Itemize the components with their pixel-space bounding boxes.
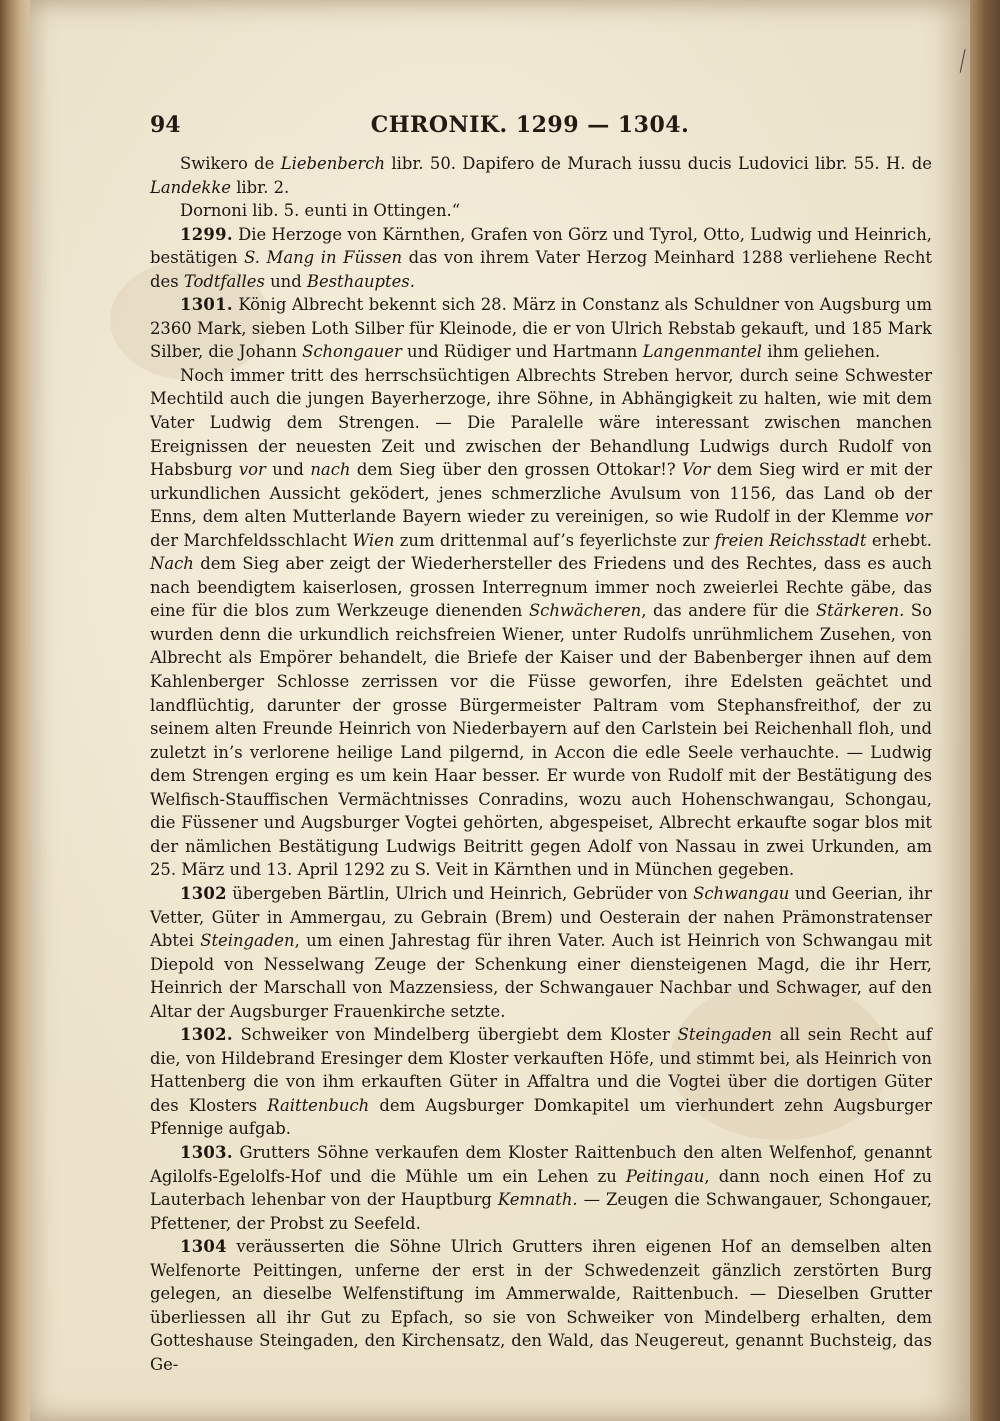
text-run: dem Sieg aber zeigt der Wiederhersteller des Friedens und des Rechtes, dass es auch nach beendigtem kaiserlosen, grossen Interregnum immer noch zweierlei Rechte gäbe, das eine für die blos zum Werkzeuge dienenden: [150, 554, 932, 621]
text-run: , das andere für die: [641, 601, 816, 621]
entry-year: 1299.: [180, 224, 233, 244]
emphasis-text: Steingaden: [677, 1025, 772, 1045]
paragraph: [150, 882, 932, 1023]
paragraph: [150, 152, 932, 199]
text-run: und: [264, 271, 307, 291]
emphasis-text: nach: [310, 460, 351, 480]
text-run: zum drittenmal auf’s feyerlichste zur: [394, 530, 715, 550]
text-run: Schweiker von Mindelberg übergiebt dem Kloster: [232, 1025, 678, 1045]
text-run: ihm geliehen.: [762, 342, 881, 362]
text-run: und Rüdiger und Hartmann: [401, 342, 643, 362]
emphasis-text: Stärkeren.: [815, 601, 905, 621]
emphasis-text: Vor: [682, 460, 711, 480]
text-run: libr. 2.: [230, 177, 290, 197]
paragraph: [150, 223, 932, 294]
text-run: So wurden denn die urkundlich reichsfreien Wiener, unter Rudolfs unrühmlichem Zusehen, von Albrecht als Empörer behandelt, die Briefe der Kaiser und der Babenberger ihnen auf dem Kahlenberger Schlosse zerrissen vor die Füsse geworfen, ihre Edelsten geächtet und landflüchtig, darunter der grosse Bürgermeister Paltram vom Stephansfreithof, der zu seinem alten Freunde Heinrich von Niederbayern auf den Carlstein bei Reichenhall floh, und zuletzt in’s verlorene heilige Land pilgernd, in Accon die edle Seele verhauchte. — Ludwig dem Strengen erging es um kein Haar besser. Er wurde von Rudolf mit der Bestätigung des Welfisch-Stauffischen Vermächtnisses Conradins, wozu auch Hohenschwangau, Schongau, die Füssener und Augsburger Vogtei gehörten, abgespeiset, Albrecht erkaufte sogar blos mit der nämlichen Bestätigung Ludwigs Beitritt gegen Adolf von Nassau in zwei Urkunden, am 25. März und 13. April 1292 zu S. Veit in Kärnthen und in München gegeben.: [150, 601, 932, 880]
emphasis-text: Schwächeren: [528, 601, 642, 621]
paragraph: [150, 293, 932, 364]
text-run: Noch immer tritt des herrschsüchtigen Albrechts Streben hervor, durch seine Schwester Mechtild auch die jungen Bayerherzoge, ihre Söhne, in Abhängigkeit zu halten, wie mit dem Vater Ludwig dem Strengen. — Die Paralelle wäre interessant zwischen manchen Ereignissen der neuesten Zeit und zwischen der Behandlung Ludwigs durch Rudolf von Habsburg: [150, 365, 932, 480]
emphasis-text: S. Mang in Füssen: [244, 248, 403, 268]
emphasis-text: Langenmantel: [642, 342, 763, 362]
emphasis-text: vor: [238, 460, 266, 480]
paper-sheet: [30, 0, 970, 1421]
emphasis-text: Wien: [352, 530, 395, 550]
text-run: — Zeugen die Schwangauer, Schongauer, Pfettener, der Probst zu Seefeld.: [150, 1190, 932, 1233]
emphasis-text: Peitingau: [625, 1166, 705, 1186]
entry-year: 1301.: [180, 295, 233, 315]
text-run: libr. 50. Dapifero de Murach iussu ducis Ludovici libr. 55. H. de: [385, 154, 932, 173]
text-run: Swikero de: [180, 154, 281, 173]
text-run: dem Sieg über den grossen Ottokar!?: [350, 460, 683, 480]
emphasis-text: Liebenberch: [280, 154, 386, 173]
text-run: der Marchfeldsschlacht: [150, 530, 353, 550]
emphasis-text: freien Reichsstadt: [714, 530, 867, 550]
entry-year: 1302: [180, 883, 227, 903]
text-run: erhebt.: [866, 530, 932, 550]
text-run: all sein Recht auf die, von Hildebrand Eresinger dem Kloster verkauften Höfe, und stimmt bei, als Heinrich von Hattenberg die von ihm erkauften Güter in Affaltra und die Vogtei über die dortigen Güter des Klosters: [150, 1025, 932, 1115]
emphasis-text: Schwangau: [693, 883, 790, 903]
emphasis-text: Nach: [150, 554, 194, 574]
text-run: und: [265, 460, 311, 480]
text-run: veräusserten die Söhne Ulrich Grutters ihren eigenen Hof an demselben alten Welfenorte Peittingen, unferne der erst in der Schwedenzeit gänzlich zerstörten Burg gelegen, an dieselbe Welfenstiftung im Ammerwalde, Raittenbuch. — Dieselben Grutter überliessen all ihr Gut zu Epfach, so sie von Schweiker von Mindelberg erhalten, dem Gotteshause Steingaden, den Kirchensatz, den Wald, das Neugereut, genannt Buchsteig, das Ge-: [150, 1237, 932, 1374]
text-run: , dann noch einen Hof zu Lauterbach lehenbar von der Hauptburg: [150, 1166, 932, 1210]
entry-year: 1302.: [180, 1025, 233, 1045]
emphasis-text: Schongauer: [302, 342, 402, 362]
emphasis-text: Landekke: [150, 177, 231, 197]
paragraph: [150, 1141, 932, 1235]
page-header: [150, 112, 910, 142]
text-run: dem Augsburger Domkapitel um vierhundert zehn Augsburger Pfennige aufgab.: [150, 1095, 932, 1139]
emphasis-text: Todtfalles: [183, 271, 265, 291]
text-run: Grutters Söhne verkaufen dem Kloster Raittenbuch den alten Welfenhof, genannt Agilolfs-Egelolfs-Hof und die Mühle um ein Lehen zu: [150, 1142, 932, 1186]
emphasis-text: vor: [905, 507, 932, 527]
text-run: das von ihrem Vater Herzog Meinhard 1288 verliehene Recht des: [150, 248, 932, 291]
text-run: dem Sieg wird er mit der urkundlichen Aussicht geködert, jenes schmerzliche Avulsum von 1156, das Land ob der Enns, dem alten Mutterlande Bayern wieder zu vereinigen, so wie Rudolf in der Klemme: [150, 460, 932, 527]
text-run: und Geerian, ihr Vetter, Güter in Ammergau, zu Gebrain (Brem) und Oesterain der nahen Prämonstratenser Abtei: [150, 883, 932, 951]
emphasis-text: Raittenbuch: [267, 1095, 370, 1115]
running-title: CHRONIK. 1299 — 1304.: [370, 112, 690, 138]
body-text: [150, 152, 932, 1376]
paragraph: [150, 364, 932, 882]
emphasis-text: Besthauptes.: [306, 271, 415, 291]
text-run: König Albrecht bekennt sich 28. März in Constanz als Schuldner von Augsburg um 2360 Mark, sieben Loth Silber für Kleinode, die er von Ulrich Rebstab gekauft, und 185 Mark Silber, die Johann: [150, 295, 932, 362]
text-run: Die Herzoge von Kärnthen, Grafen von Görz und Tyrol, Otto, Ludwig und Heinrich, bestätigen: [150, 224, 932, 268]
paragraph: [150, 199, 932, 223]
paragraph: [150, 1235, 932, 1376]
entry-year: 1304: [180, 1237, 227, 1257]
text-run: Dornoni lib. 5. eunti in Ottingen.“: [180, 201, 461, 221]
emphasis-text: Steingaden: [200, 931, 295, 951]
text-run: , um einen Jahrestag für ihren Vater. Auch ist Heinrich von Schwangau mit Diepold von Nesselwang Zeuge der Schenkung einer diensteigenen Magd, die ihr Herr, Heinrich der Marschall von Mazzensiess, der Schwangauer Nachbar und Schwager, auf den Altar der Augsburger Frauenkirche setzte.: [150, 931, 932, 1021]
entry-year: 1303.: [180, 1142, 233, 1162]
paragraph: [150, 1023, 932, 1141]
margin-pencil-mark: [960, 49, 976, 75]
page-number: 94: [150, 112, 181, 138]
emphasis-text: Kemnath.: [497, 1190, 578, 1210]
text-run: übergeben Bärtlin, Ulrich und Heinrich, Gebrüder von: [226, 883, 694, 903]
